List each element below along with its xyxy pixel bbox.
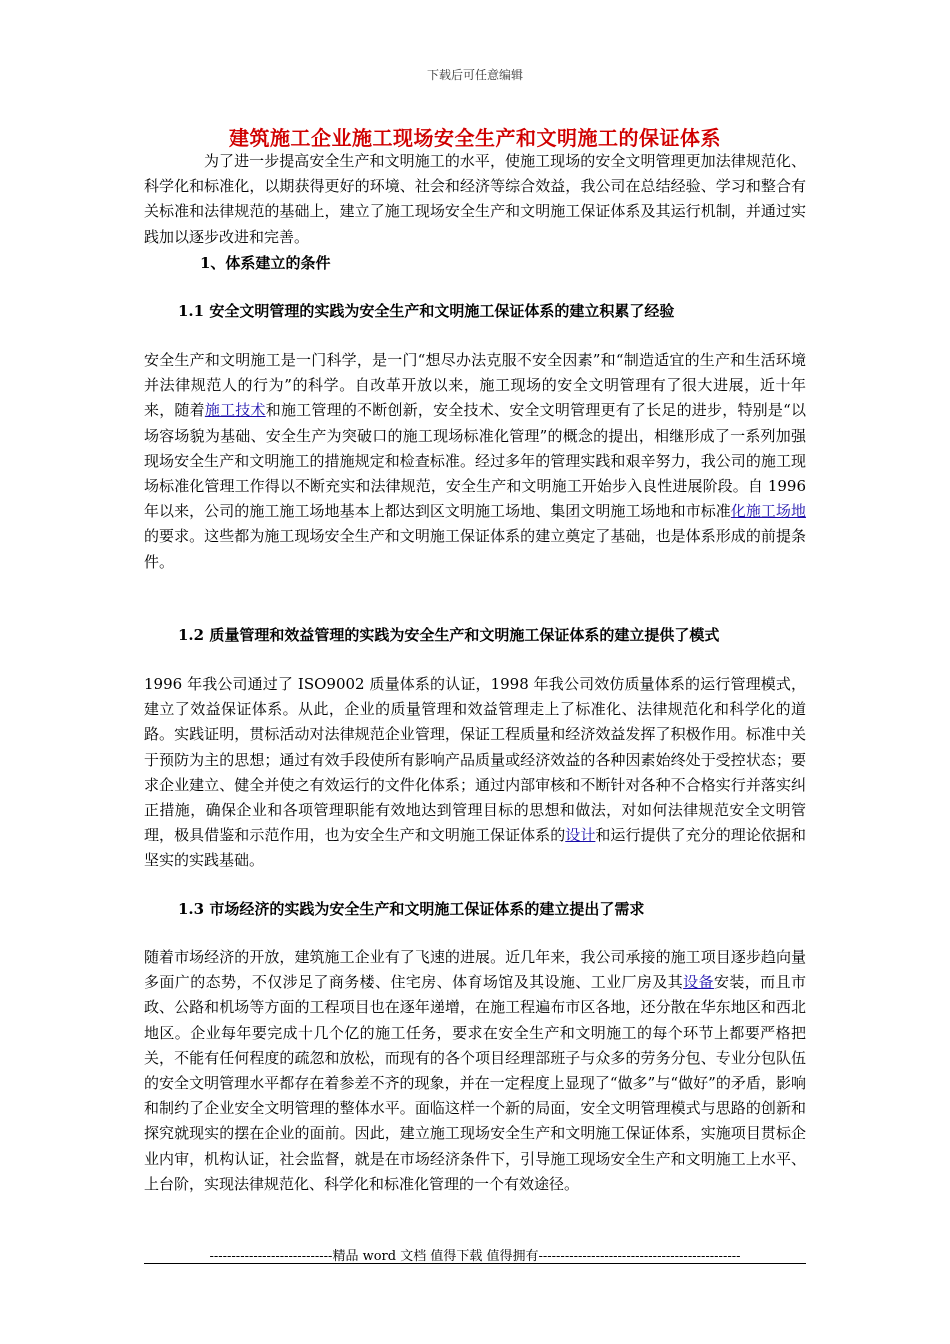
page-header-note: 下载后可任意编辑 <box>426 68 523 82</box>
text-run: 随着市场经济的开放，建筑施工企业有了飞速的进展。近几年来，我公司承接的施工项目逐步趋向量多面广的态势，不仅涉足了商务楼、住宅房、体育场馆及其设施、工业厂房及其 <box>144 948 806 992</box>
page-footer-text: ----------------------------精品 word 文档 值得下载 值得拥有---------------------------------------------- <box>209 1249 741 1264</box>
section-1-2-paragraph <box>144 672 806 874</box>
section-1-1-paragraph <box>144 348 806 575</box>
link-construction-technology[interactable]: 施工技术 <box>204 401 266 420</box>
text-run: 和施工管理的不断创新，安全技术、安全文明管理更有了长足的进步，特别是“以场容场貌为基础、安全生产为突破口的施工现场标准化管理”的概念的提出，相继形成了一系列加强现场安全生产和文明施工的措施规定和检查标准。经过多年的管理实践和艰辛努力，我公司的施工现场标准化管理工作得以不断充实和法律规范，安全生产和文明施工开始步入良性进展阶段。自 1996 年以来，公司的施工施工场地基本上都达到区文明施工场地、集团文明施工场地和市标准 <box>144 401 806 521</box>
section-1-3-paragraph <box>144 945 806 1197</box>
text-run: 安装，而且市政、公路和机场等方面的工程项目也在逐年递增，在施工程遍布市区各地，还分散在华东地区和西北地区。企业每年要完成十几个亿的施工任务，要求在安全生产和文明施工的每个环节上都要严格把关，不能有任何程度的疏忽和放松，而现有的各个项目经理部班子与众多的劳务分包、专业分包队伍的安全文明管理水平都存在着参差不齐的现象，并在一定程度上显现了“做多”与“做好”的矛盾，影响和制约了企业安全文明管理的整体水平。面临这样一个新的局面，安全文明管理模式与思路的创新和探究就现实的摆在企业的面前。因此，建立施工现场安全生产和文明施工保证体系，实施项目贯标企业内审，机构认证，社会监督，就是在市场经济条件下，引导施工现场安全生产和文明施工上水平、上台阶，实现法律规范化、科学化和标准化管理的一个有效途径。 <box>144 973 806 1193</box>
link-equipment[interactable]: 设备 <box>683 973 714 992</box>
section-1-heading: 1、体系建立的条件 <box>200 254 331 272</box>
section-1-1-heading: 1.1 安全文明管理的实践为安全生产和文明施工保证体系的建立积累了经验 <box>178 302 675 320</box>
link-standard-site[interactable]: 化施工场地 <box>730 502 806 521</box>
text-run: 的要求。这些都为施工现场安全生产和文明施工保证体系的建立奠定了基础，也是体系形成的前提条件。 <box>144 527 806 571</box>
text-run: 和运行提供了充分的理论依据和坚实的实践基础。 <box>144 826 806 870</box>
section-1-3-heading: 1.3 市场经济的实践为安全生产和文明施工保证体系的建立提出了需求 <box>178 900 645 918</box>
text-run: 安全生产和文明施工是一门科学，是一门“想尽办法克服不安全因素”和“制造适宜的生产和生活环境并法律规范人的行为”的科学。自改革开放以来，施工现场的安全文明管理有了很大进展，近十年来，随着 <box>144 351 806 420</box>
text-run: 1996 年我公司通过了 ISO9002 质量体系的认证，1998 年我公司效仿质量体系的运行管理模式，建立了效益保证体系。从此，企业的质量管理和效益管理走上了标准化、法律规范化和科学化的道路。实践证明，贯标活动对法律规范企业管理，保证工程质量和经济效益发挥了积极作用。标准中关于预防为主的思想；通过有效手段使所有影响产品质量或经济效益的各种因素始终处于受控状态；要求企业建立、健全并使之有效运行的文件化体系；通过内部审核和不断针对各种不合格实行并落实纠正措施，确保企业和各项管理职能有效地达到管理目标的思想和做法，对如何法律规范安全文明管理，极具借鉴和示范作用，也为安全生产和文明施工保证体系的 <box>144 675 806 845</box>
link-design[interactable]: 设计 <box>565 826 596 845</box>
intro-paragraph: 为了进一步提高安全生产和文明施工的水平，使施工现场的安全文明管理更加法律规范化、科学化和标准化，以期获得更好的环境、社会和经济等综合效益，我公司在总结经验、学习和整合有关标准和法律规范的基础上，建立了施工现场安全生产和文明施工保证体系及其运行机制，并通过实践加以逐步改进和完善。 <box>144 152 806 246</box>
section-1-2-heading: 1.2 质量管理和效益管理的实践为安全生产和文明施工保证体系的建立提供了模式 <box>178 626 720 644</box>
footer-divider <box>144 1263 806 1264</box>
document-title: 建筑施工企业施工现场安全生产和文明施工的保证体系 <box>229 126 721 150</box>
